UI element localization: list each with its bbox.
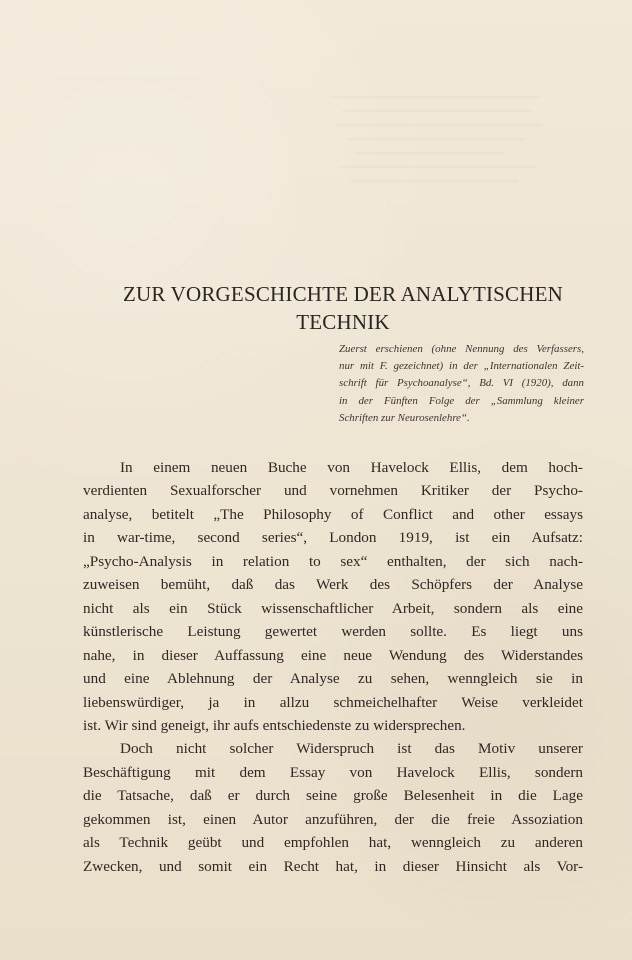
text-line: in war-time, second series“, London 1919, ist ein Aufsatz: <box>83 529 583 547</box>
text-line: In einem neuen Buche von Havelock Ellis, dem hoch- <box>120 459 583 476</box>
text-line: gekommen ist, einen Autor anzuführen, der die freie Assoziation <box>83 810 583 828</box>
publication-note <box>339 341 584 427</box>
text-line: „Psycho-Analysis in relation to sex“ enthalten, der sich nach- <box>83 552 583 570</box>
text-line: analyse, betitelt „The Philosophy of Conflict and other essays <box>83 505 583 523</box>
text-line: liebenswürdiger, ja in allzu schmeichelhafter Weise verkleidet <box>83 693 583 711</box>
text-line: Doch nicht solcher Widerspruch ist das Motiv unserer <box>120 740 583 758</box>
text-line: ist. Wir sind geneigt, ihr aufs entschiedenste zu widersprechen. <box>83 716 466 734</box>
text-line: zuweisen bemüht, daß das Werk des Schöpfers der Analyse <box>83 576 583 594</box>
text-line: Zwecken, und somit ein Recht hat, in dieser Hinsicht als Vor- <box>83 857 583 875</box>
main-text <box>83 456 583 878</box>
publication-note-line: in der Fünften Folge der „Sammlung kleiner <box>339 394 584 407</box>
text-line: nahe, in dieser Auffassung eine neue Wendung des Widerstandes <box>83 646 583 664</box>
text-line: die Tatsache, daß er durch seine große Belesenheit in die Lage <box>83 787 583 805</box>
chapter-title-line-2: TECHNIK <box>296 310 390 334</box>
text-line: verdienten Sexualforscher und vornehmen Kritiker der Psycho- <box>83 482 583 500</box>
chapter-title-line-1: ZUR VORGESCHICHTE DER ANALYTISCHEN <box>122 282 564 306</box>
chapter-title <box>102 280 584 336</box>
text-line: künstlerische Leistung gewertet werden sollte. Es liegt uns <box>83 623 583 641</box>
publication-note-line: Schriften zur Neurosenlehre“. <box>339 411 470 424</box>
text-line: als Technik geübt und empfohlen hat, wenngleich zu anderen <box>83 834 583 852</box>
show-through-text <box>330 88 560 208</box>
publication-note-line: Zuerst erschienen (ohne Nennung des Verfassers, <box>339 343 584 355</box>
publication-note-line: schrift für Psychoanalyse“, Bd. VI (1920), dann <box>339 377 584 390</box>
text-line: Beschäftigung mit dem Essay von Havelock Ellis, sondern <box>83 763 583 781</box>
text-line: nicht als ein Stück wissenschaftlicher Arbeit, sondern als eine <box>83 599 583 617</box>
publication-note-line: nur mit F. gezeichnet) in der „Internationalen Zeit- <box>339 360 584 373</box>
text-line: und eine Ablehnung der Analyse zu sehen, wenngleich sie in <box>83 670 583 688</box>
